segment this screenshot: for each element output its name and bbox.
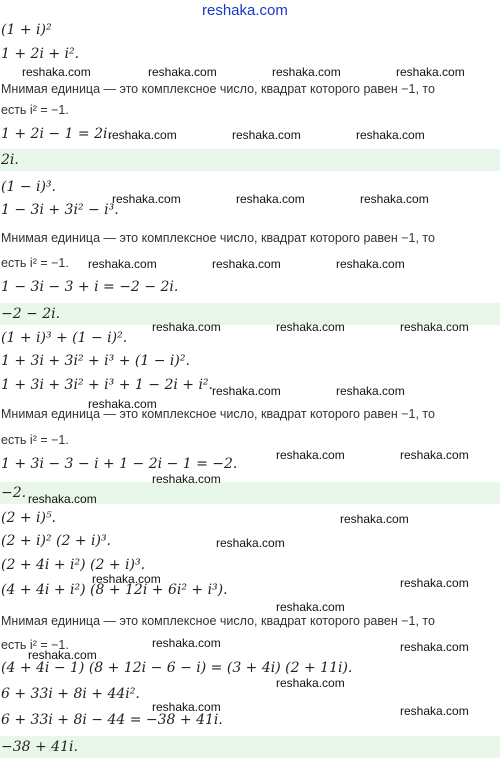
p4-answer: −38 + 41i. <box>1 739 78 755</box>
watermark: reshaka.com <box>400 576 469 590</box>
site-title[interactable]: reshaka.com <box>202 2 288 19</box>
watermark: reshaka.com <box>276 448 345 462</box>
p2-line-1: (1 − i)³. <box>1 179 57 195</box>
watermark: reshaka.com <box>236 192 305 206</box>
watermark: reshaka.com <box>400 320 469 334</box>
p3-answer: −2. <box>1 485 27 501</box>
watermark: reshaka.com <box>212 384 281 398</box>
watermark: reshaka.com <box>88 257 157 271</box>
watermark: reshaka.com <box>276 600 345 614</box>
p4-line-6: 6 + 33i + 8i + 44i². <box>1 686 140 702</box>
watermark: reshaka.com <box>272 65 341 79</box>
watermark: reshaka.com <box>400 640 469 654</box>
watermark: reshaka.com <box>396 65 465 79</box>
watermark: reshaka.com <box>112 192 181 206</box>
p4-line-3: (2 + 4i + i²) (2 + i)³. <box>1 557 146 573</box>
watermark: reshaka.com <box>108 128 177 142</box>
p2-note-2: есть i² = −1. <box>1 256 69 270</box>
p4-answer-row <box>0 736 500 758</box>
p4-line-7: 6 + 33i + 8i − 44 = −38 + 41i. <box>1 712 223 728</box>
watermark: reshaka.com <box>152 636 221 650</box>
p3-line-3: 1 + 3i + 3i² + i³ + 1 − 2i + i². <box>1 377 213 393</box>
p4-line-1: (2 + i)⁵. <box>1 510 57 526</box>
watermark: reshaka.com <box>152 320 221 334</box>
watermark: reshaka.com <box>152 700 221 714</box>
watermark: reshaka.com <box>400 448 469 462</box>
p1-note-2: есть i² = −1. <box>1 103 69 117</box>
p3-line-1: (1 + i)³ + (1 − i)². <box>1 330 128 346</box>
p2-line-2: 1 − 3i + 3i² − i³. <box>1 202 119 218</box>
watermark: reshaka.com <box>276 320 345 334</box>
watermark: reshaka.com <box>340 512 409 526</box>
p4-line-2: (2 + i)² (2 + i)³. <box>1 533 112 549</box>
p4-note-1: Мнимая единица — это комплексное число, квадрат которого равен −1, то <box>1 614 435 628</box>
watermark: reshaka.com <box>360 192 429 206</box>
watermark: reshaka.com <box>22 65 91 79</box>
p3-line-2: 1 + 3i + 3i² + i³ + (1 − i)². <box>1 353 190 369</box>
p3-note-2: есть i² = −1. <box>1 433 69 447</box>
p3-note-1: Мнимая единица — это комплексное число, квадрат которого равен −1, то <box>1 407 435 421</box>
watermark: reshaka.com <box>148 65 217 79</box>
watermark: reshaka.com <box>152 472 221 486</box>
p2-note-1: Мнимая единица — это комплексное число, квадрат которого равен −1, то <box>1 231 435 245</box>
p2-answer: −2 − 2i. <box>1 306 61 322</box>
watermark: reshaka.com <box>336 384 405 398</box>
watermark: reshaka.com <box>212 257 281 271</box>
p1-line-2: 1 + 2i + i². <box>1 46 80 62</box>
watermark: reshaka.com <box>216 536 285 550</box>
watermark: reshaka.com <box>28 648 97 662</box>
watermark: reshaka.com <box>276 676 345 690</box>
p1-answer: 2i. <box>1 152 19 168</box>
p3-line-4: 1 + 3i − 3 − i + 1 − 2i − 1 = −2. <box>1 456 238 472</box>
p1-answer-row <box>0 149 500 171</box>
watermark: reshaka.com <box>88 397 157 411</box>
watermark: reshaka.com <box>232 128 301 142</box>
p2-line-3: 1 − 3i − 3 + i = −2 − 2i. <box>1 279 179 295</box>
p4-line-4: (4 + 4i + i²) (8 + 12i + 6i² + i³). <box>1 582 228 598</box>
p1-note-1: Мнимая единица — это комплексное число, квадрат которого равен −1, то <box>1 82 435 96</box>
p1-line-1: (1 + i)² <box>1 22 52 38</box>
watermark: reshaka.com <box>400 704 469 718</box>
watermark: reshaka.com <box>336 257 405 271</box>
watermark: reshaka.com <box>28 492 97 506</box>
p4-note-2: есть i² = −1. <box>1 638 69 652</box>
watermark: reshaka.com <box>92 572 161 586</box>
p1-line-3: 1 + 2i − 1 = 2i. <box>1 126 112 142</box>
watermark: reshaka.com <box>356 128 425 142</box>
p4-line-5: (4 + 4i − 1) (8 + 12i − 6 − i) = (3 + 4i) (2 + 11i). <box>1 660 353 676</box>
